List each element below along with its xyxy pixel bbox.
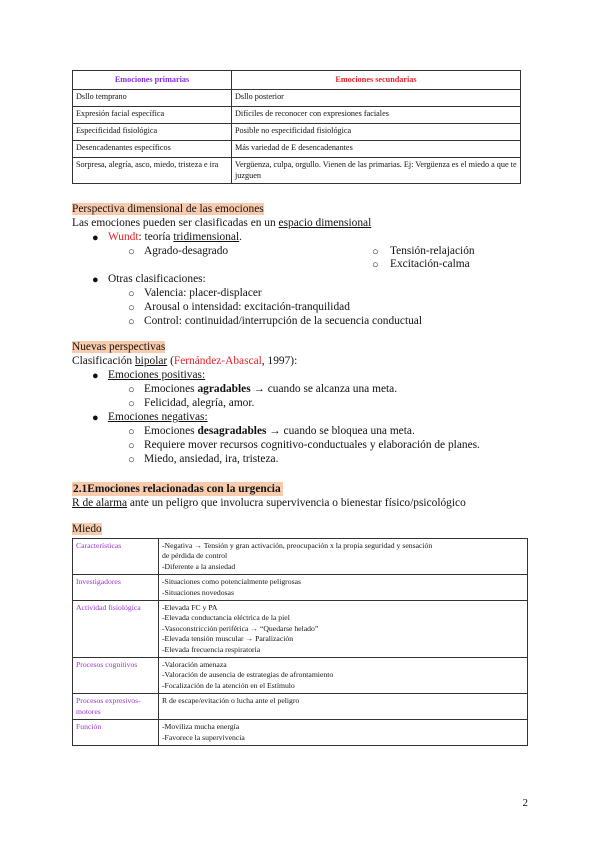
- bullet-dot: ●: [92, 232, 99, 244]
- row-key: Investigadores: [73, 575, 159, 601]
- bullet-circle: ○: [372, 259, 379, 271]
- positivas-item: Emociones positivas:: [108, 369, 206, 381]
- bullet-dot: ●: [92, 274, 99, 286]
- negativas-item: Emociones negativas:: [108, 411, 208, 423]
- bullet-circle: ○: [128, 316, 135, 328]
- table-cell: Expresión facial específica: [73, 107, 232, 124]
- sub-item: Emociones desagradables → cuando se bloquea una meta.: [144, 425, 415, 437]
- header-secondary: Emociones secundarias: [232, 71, 521, 90]
- table-cell: Sorpresa, alegría, asco, miedo, tristeza e ira: [73, 158, 232, 184]
- table-cell: Vergüenza, culpa, orgullo. Vienen de las primarias. Ej: Vergüenza es el miedo a que te juzguen: [232, 158, 521, 184]
- row-value: R de escape/evitación o lucha ante el peligro: [159, 694, 528, 720]
- row-key: Procesos cognitivos: [73, 658, 159, 694]
- header-primary: Emociones primarias: [73, 71, 232, 90]
- row-value: -Negativa → Tensión y gran activación, preocupación x la propia seguridad y sensación de pérdida de control -Diferente a la ansiedad: [159, 539, 528, 575]
- wundt-item: Wundt: teoría tridimensional.: [108, 231, 243, 243]
- sub-item: Valencia: placer-displacer: [144, 287, 262, 299]
- row-value: -Moviliza mucha energía -Favorece la supervivencia: [159, 720, 528, 746]
- bullet-circle: ○: [128, 302, 135, 314]
- table-row: [73, 158, 521, 184]
- row-value: -Elevada FC y PA -Elevada conductancia eléctrica de la piel -Vasoconstricción periférica → “Quedarse helado” -Elevada tensión muscular → Paralización -Elevada frecuencia respiratoria: [159, 601, 528, 658]
- sub-item: Miedo, ansiedad, ira, tristeza.: [144, 453, 279, 465]
- bullet-circle: ○: [128, 246, 135, 258]
- sub-item: Emociones agradables → cuando se alcanza una meta.: [144, 383, 398, 395]
- bullet-circle: ○: [128, 454, 135, 466]
- sub-item: Agrado-desagrado: [144, 245, 229, 257]
- sub-item: Tensión-relajación: [390, 245, 475, 257]
- section-heading-urgencia: 2.1Emociones relacionadas con la urgencia: [73, 483, 281, 495]
- bullet-dot: ●: [92, 370, 99, 382]
- bullet-circle: ○: [128, 288, 135, 300]
- row-key: Actividad fisiológica: [73, 601, 159, 658]
- row-key: Función: [73, 720, 159, 746]
- table-row: [73, 90, 521, 107]
- table-row: [73, 141, 521, 158]
- clasificacion-line: Clasificación bipolar (Fernández-Abascal, 1997):: [72, 355, 298, 367]
- table-cell: Más variedad de E desencadenantes: [232, 141, 521, 158]
- table-cell: Dsllo temprano: [73, 90, 232, 107]
- table-row: [73, 575, 528, 601]
- table-row: [73, 720, 528, 746]
- table-cell: Especificidad fisiológica: [73, 124, 232, 141]
- table-row: [73, 107, 521, 124]
- primary-secondary-table: [72, 70, 521, 184]
- table-row: [73, 658, 528, 694]
- row-key: Características: [73, 539, 159, 575]
- row-value: -Situaciones como potencialmente peligrosas -Situaciones novedosas: [159, 575, 528, 601]
- sub-item: Requiere mover recursos cognitivo-conductuales y elaboración de planes.: [144, 439, 480, 451]
- page-number: 2: [522, 797, 528, 809]
- miedo-table: [72, 538, 528, 746]
- table-cell: Dsllo posterior: [232, 90, 521, 107]
- row-key: Procesos expresivos-motores: [73, 694, 159, 720]
- miedo-heading: Miedo: [72, 523, 102, 535]
- table-row: [73, 601, 528, 658]
- sub-item: Arousal o intensidad: excitación-tranquilidad: [144, 301, 350, 313]
- bullet-circle: ○: [128, 398, 135, 410]
- section-heading-perspectiva: Perspectiva dimensional de las emociones: [72, 203, 264, 215]
- table-cell: Difíciles de reconocer con expresiones faciales: [232, 107, 521, 124]
- urgencia-line: R de alarma ante un peligro que involucra supervivencia o bienestar físico/psicológico: [72, 497, 466, 509]
- bullet-circle: ○: [128, 440, 135, 452]
- table-row: [73, 694, 528, 720]
- section-heading-nuevas: Nuevas perspectivas: [72, 341, 166, 353]
- table-cell: Posible no especificidad fisiológica: [232, 124, 521, 141]
- row-value: -Valoración amenaza -Valoración de ausencia de estrategias de afrontamiento -Focalización de la atención en el Estímulo: [159, 658, 528, 694]
- table-row: [73, 539, 528, 575]
- bullet-circle: ○: [372, 246, 379, 258]
- table-cell: Desencadenantes específicos: [73, 141, 232, 158]
- sub-item: Felicidad, alegría, amor.: [144, 397, 255, 409]
- bullet-circle: ○: [128, 384, 135, 396]
- otras-item: Otras clasificaciones:: [108, 273, 206, 285]
- perspectiva-intro: Las emociones pueden ser clasificadas en un espacio dimensional: [72, 217, 372, 229]
- bullet-dot: ●: [92, 412, 99, 424]
- table-header-row: [73, 71, 521, 90]
- bullet-circle: ○: [128, 426, 135, 438]
- sub-item: Excitación-calma: [390, 258, 470, 270]
- table-row: [73, 124, 521, 141]
- sub-item: Control: continuidad/interrupción de la secuencia conductual: [144, 315, 423, 327]
